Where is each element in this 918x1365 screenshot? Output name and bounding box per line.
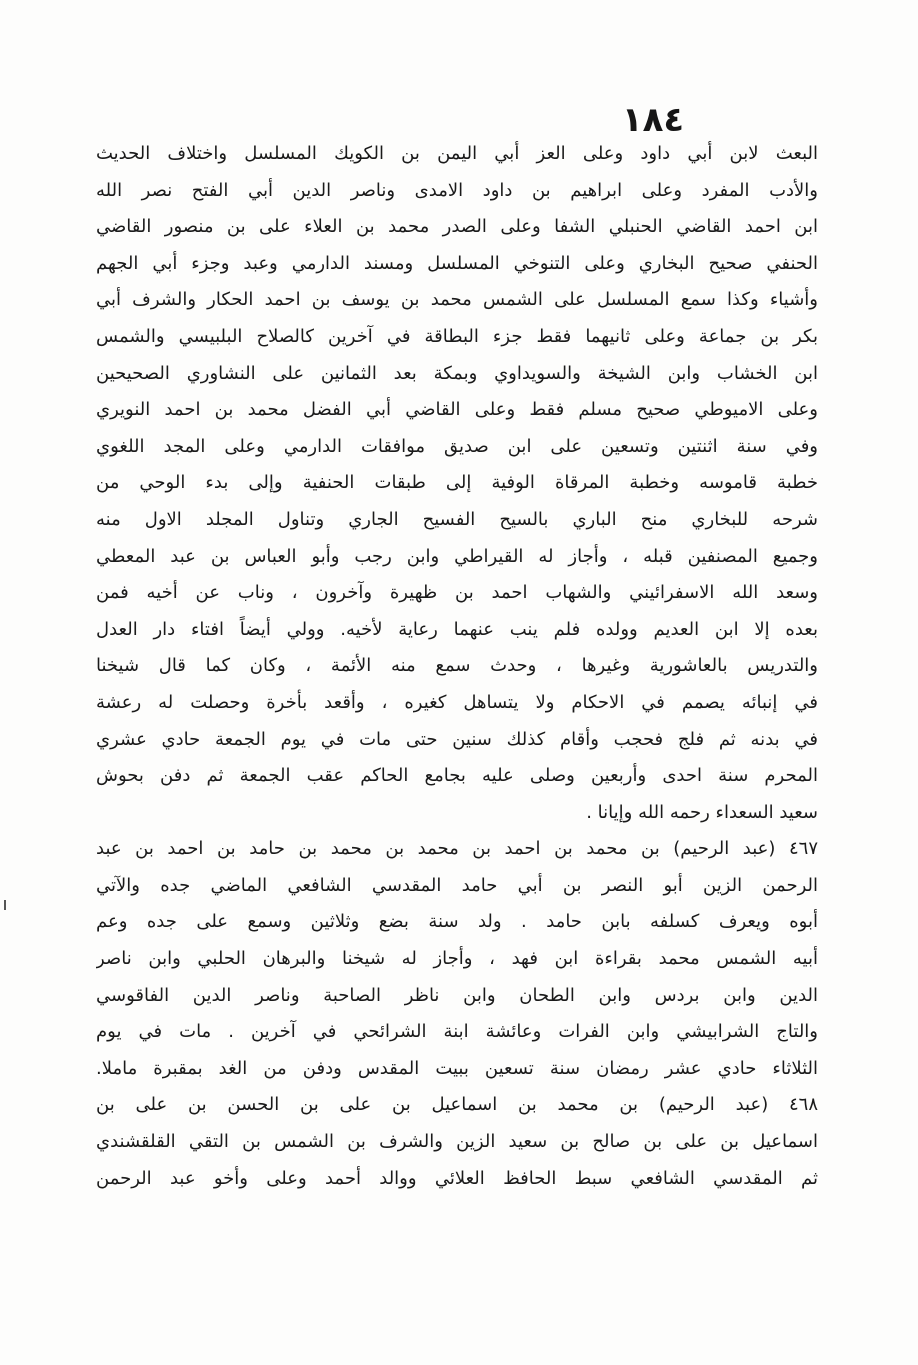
text-line: الحنفي صحيح البخاري وعلى التنوخي المسلسل ومسند الدارمي وعبد وجزء أبي الجهم: [96, 252, 818, 274]
text-line: خطبة قاموسه وخطبة المرقاة الوفية إلى طبقات الحنفية وإلى بدء الوحي من: [96, 472, 818, 494]
text-line: أبوه ويعرف كسلفه بابن حامد . ولد سنة بضع وثلاثين وسمع على جده وعم: [96, 911, 818, 933]
text-line: ٤٦٨ (عبد الرحيم) بن محمد بن اسماعيل بن على بن الحسن بن على بن: [96, 1094, 818, 1116]
text-line: شرحه للبخاري منح الباري بالسيح الفسيح الجاري وتناول المجلد الاول منه: [96, 508, 818, 530]
text-line: الدين وابن بردس وابن الطحان وابن ناظر الصاحبة وناصر الدين الفاقوسي: [96, 984, 818, 1006]
text-line: وجميع المصنفين قبله ، وأجاز له القيراطي وابن رجب وأبو العباس بن عبد المعطي: [96, 545, 818, 567]
paragraph-2: [96, 831, 818, 1087]
text-line: والتدريس بالعاشورية وغيرها ، وحدث سمع منه الأئمة ، وكان كما قال شيخنا: [96, 655, 818, 677]
paragraph-3: [96, 1087, 818, 1197]
paragraph-1: [96, 136, 818, 831]
text-line: الرحمن الزين أبو النصر بن أبي حامد المقدسي الشافعي الماضي جده والآتي: [96, 874, 818, 896]
text-line: وعلى الاميوطي صحيح مسلم فقط وعلى القاضي أبي الفضل محمد بن احمد النويري: [96, 399, 818, 421]
text-line: اسماعيل بن على بن صالح بن سعيد الزين والشرف بن الشمس بن التقي القلقشندي: [96, 1131, 818, 1153]
text-line: في إنبائه يصمم في الاحكام ولا يتساهل كغيره ، وأقعد بأخرة وحصلت له رعشة: [96, 691, 818, 713]
margin-mark: [4, 900, 6, 910]
text-line: أبيه الشمس محمد بقراءة ابن فهد ، وأجاز له شيخنا والبرهان الحلبي وابن ناصر: [96, 948, 818, 970]
page-number: ١٨٤: [621, 100, 685, 140]
text-line: البعث لابن أبي داود وعلى العز أبي اليمن بن الكويك المسلسل واختلاف الحديث: [96, 143, 818, 164]
text-line: ثم المقدسي الشافعي سبط الحافظ العلائي ووالد أحمد وعلى وأخو عبد الرحمن: [96, 1167, 818, 1189]
text-line: والأدب المفرد وعلى ابراهيم بن داود الامدى وناصر الدين أبي الفتح نصر الله: [96, 179, 818, 201]
text-line: سعيد السعداء رحمه الله وإيانا .: [586, 801, 818, 823]
text-line: ٤٦٧ (عبد الرحيم) بن محمد بن احمد بن محمد بن محمد بن حامد بن احمد بن عبد: [96, 838, 818, 860]
text-line: وسعد الله الاسفرائيني والشهاب احمد بن ظهيرة وآخرون ، وناب عن أخيه فمن: [96, 582, 818, 604]
text-line: المحرم سنة احدى وأربعين وصلى عليه بجامع الحاكم عقب الجمعة ثم دفن بحوش: [96, 765, 818, 787]
text-line: ابن احمد القاضي الحنبلي الشفا وعلى الصدر محمد بن العلاء على بن منصور القاضي: [96, 216, 818, 238]
text-line: بكر بن جماعة وعلى ثانيهما فقط جزء البطاقة في آخرين كالصلاح البلبيسي والشمس: [96, 325, 818, 347]
text-line: وأشياء وكذا سمع المسلسل على الشمس محمد بن يوسف بن احمد الحكار والشرف أبي: [96, 289, 818, 311]
text-line: ابن الخشاب وابن الشيخة والسويداوي وبمكة بعد الثمانين على النشاوري الصحيحين: [96, 362, 818, 384]
text-line: في بدنه ثم فلج فحجب وأقام كذلك سنين حتى مات في يوم الجمعة حادي عشري: [96, 728, 818, 750]
text-line: بعده إلا ابن العديم وولده فلم ينب عنهما رعاية لأخيه. وولي أيضاً افتاء دار العدل: [96, 618, 818, 640]
text-line: وفي سنة اثنتين وتسعين على ابن صديق موافقات الدارمي وعلى المجد اللغوي: [96, 435, 818, 457]
text-block: [96, 136, 818, 1197]
text-line: الثلاثاء حادي عشر رمضان سنة تسعين ببيت المقدس ودفن من الغد بمقبرة ماملا.: [96, 1057, 818, 1079]
text-line: والتاج الشرابيشي وابن الفرات وعائشة ابنة الشرائحي في آخرين . مات في يوم: [96, 1021, 818, 1043]
